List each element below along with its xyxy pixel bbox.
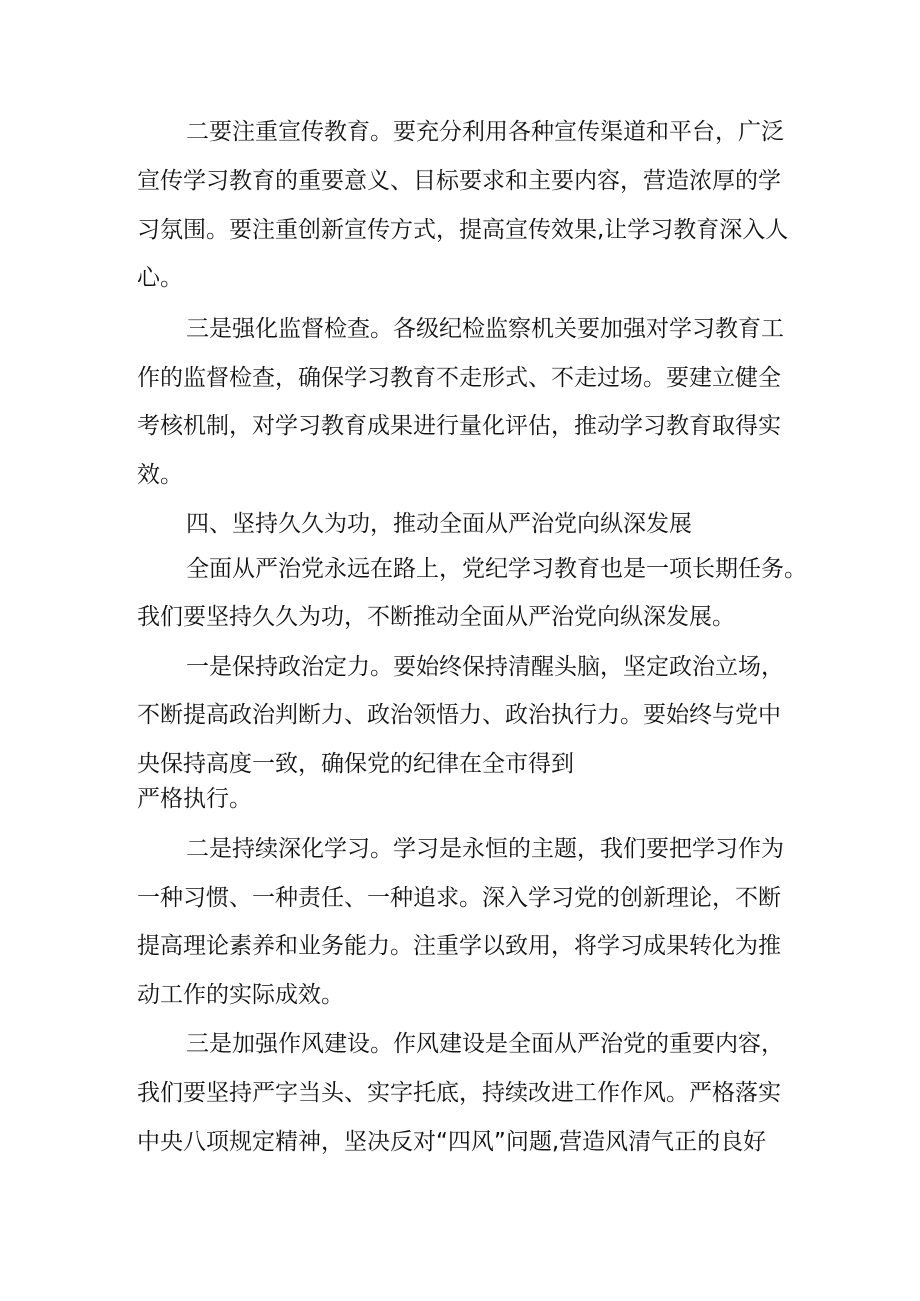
paragraph-line: 二是持续深化学习。学习是永恒的主题，我们要把学习作为 <box>186 836 784 862</box>
paragraph-line: 二要注重宣传教育。要充分利用各种宣传渠道和平台，广泛 <box>186 119 784 145</box>
paragraph-line: 考核机制，对学习教育成果进行量化评估，推动学习教育取得实 <box>137 413 781 439</box>
paragraph-line: 三是加强作风建设。作风建设是全面从严治党的重要内容， <box>186 1031 784 1057</box>
paragraph-line: 作的监督检查，确保学习教育不走形式、不走过场。要建立健全 <box>137 365 781 391</box>
paragraph-line: 一种习惯、一种责任、一种追求。深入学习党的创新理论，不断 <box>137 885 781 911</box>
paragraph-line: 心。 <box>137 265 183 291</box>
paragraph-line: 一是保持政治定力。要始终保持清醒头脑，坚定政治立场， <box>186 654 784 680</box>
paragraph-line: 三是强化监督检查。各级纪检监察机关要加强对学习教育工 <box>186 316 784 342</box>
paragraph-line: 我们要坚持严字当头、实字托底，持续改进工作作风。严格落实 <box>137 1080 781 1106</box>
paragraph-line: 不断提高政治判断力、政治领悟力、政治执行力。要始终与党中 <box>137 702 781 728</box>
paragraph-line: 提高理论素养和业务能力。注重学以致用，将学习成果转化为推 <box>137 933 781 959</box>
paragraph-line: 央保持高度一致，确保党的纪律在全市得到 <box>137 751 574 777</box>
paragraph-line: 效。 <box>137 462 183 488</box>
paragraph-line: 全面从严治党永远在路上，党纪学习教育也是一项长期任务。 <box>186 556 807 582</box>
paragraph-line: 动工作的实际成效。 <box>137 982 344 1008</box>
section-heading: 四、坚持久久为功，推动全面从严治党向纵深发展 <box>186 511 692 537</box>
paragraph-line: 习氛围。要注重创新宣传方式，提高宣传效果,让学习教育深入人 <box>137 217 789 243</box>
paragraph-line: 中央八项规定精神，坚决反对“四风”问题,营造风清气正的良好 <box>137 1129 767 1155</box>
paragraph-line: 我们要坚持久久为功，不断推动全面从严治党向纵深发展。 <box>137 604 735 630</box>
paragraph-line: 严格执行。 <box>137 786 252 812</box>
paragraph-line: 宣传学习教育的重要意义、目标要求和主要内容，营造浓厚的学 <box>137 168 781 194</box>
